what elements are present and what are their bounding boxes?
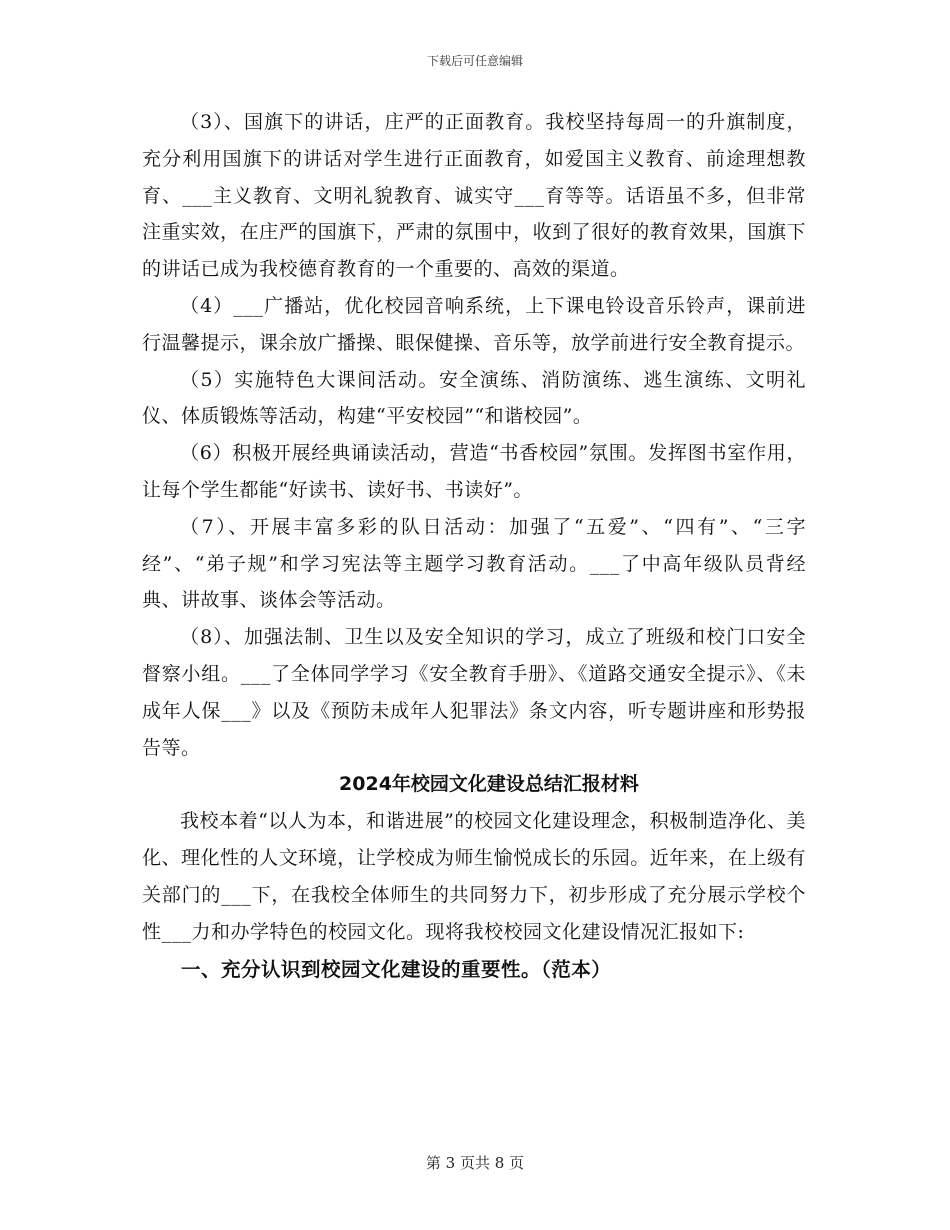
paragraph-8: （8）、加强法制、卫生以及安全知识的学习，成立了班级和校门口安全督察小组。___了全体同学学习《安全教育手册》、《道路交通安全提示》、《未成年人保___》以及《预防未成年人犯罪法》条文内容，听专题讲座和形势报告等。 bbox=[142, 626, 806, 759]
page-header-note: 下载后可任意编辑 bbox=[426, 54, 523, 68]
paragraph-7: （7）、开展丰富多彩的队日活动：加强了“五爱”、“四有”、“三字经”、“弟子规”和学习宪法等主题学习教育活动。___了中高年级队员背经典、讲故事、谈体会等活动。 bbox=[142, 515, 806, 612]
paragraph-5: （5）实施特色大课间活动。安全演练、消防演练、逃生演练、文明礼仪、体质锻炼等活动，构建“平安校园”“和谐校园”。 bbox=[142, 368, 806, 428]
section-heading: 一、充分认识到校园文化建设的重要性。（范本） bbox=[181, 958, 612, 982]
paragraph-4: （4）___广播站，优化校园音响系统，上下课电铃设音乐铃声，课前进行温馨提示，课余放广播操、眼保健操、音乐等，放学前进行安全教育提示。 bbox=[142, 294, 806, 354]
section-title: 2024年校园文化建设总结汇报材料 bbox=[339, 773, 639, 796]
paragraph-3: （3）、国旗下的讲话，庄严的正面教育。我校坚持每周一的升旗制度，充分利用国旗下的讲话对学生进行正面教育，如爱国主义教育、前途理想教育、___主义教育、文明礼貌教育、诚实守___育等等。话语虽不多，但非常注重实效，在庄严的国旗下，严肃的氛围中，收到了很好的教育效果，国旗下的讲话已成为我校德育教育的一个重要的、高效的渠道。 bbox=[142, 111, 806, 281]
paragraph-6: （6）积极开展经典诵读活动，营造“书香校园”氛围。发挥图书室作用，让每个学生都能“好读书、读好书、书读好”。 bbox=[142, 442, 806, 501]
section-intro: 我校本着“以人为本，和谐进展”的校园文化建设理念，积极制造净化、美化、理化性的人文环境，让学校成为师生愉悦成长的乐园。近年来，在上级有关部门的___下，在我校全体师生的共同努力下，初步形成了充分展示学校个性___力和办学特色的校园文化。现将我校校园文化建设情况汇报如下: bbox=[142, 810, 806, 943]
page-number: 第 3 页共 8 页 bbox=[425, 1154, 525, 1172]
document-body bbox=[142, 104, 806, 990]
